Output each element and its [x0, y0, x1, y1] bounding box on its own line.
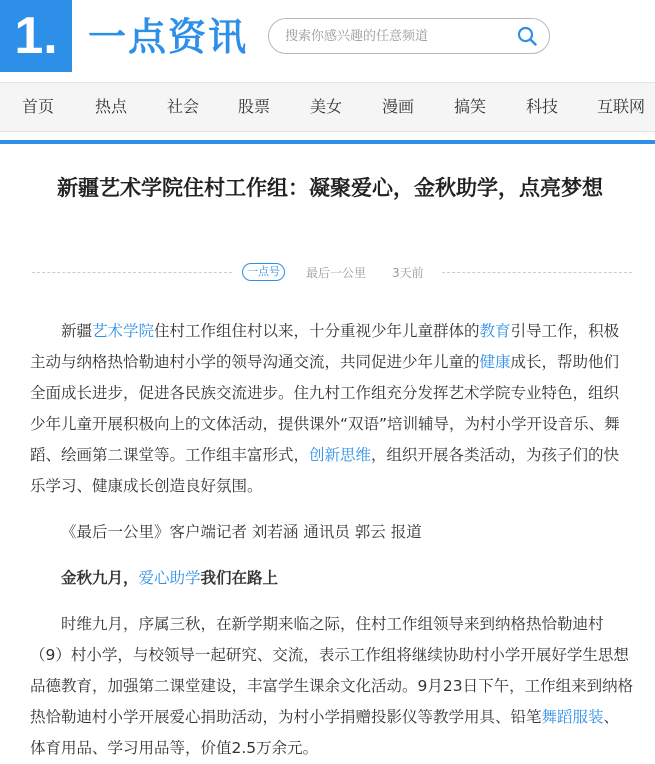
nav-item-home[interactable]: 首页	[22, 97, 55, 116]
subheading-text: 金秋九月，	[61, 569, 139, 587]
article-title: 新疆艺术学院住村工作组：凝聚爱心，金秋助学，点亮梦想	[57, 176, 603, 200]
nav-item-stocks[interactable]: 股票	[238, 97, 271, 116]
keyword-link-dance-costume[interactable]: 舞蹈服装	[541, 708, 604, 726]
nav-item-internet[interactable]: 互联网	[597, 97, 646, 116]
logo-mark[interactable]: 1.	[0, 0, 72, 72]
article-time: 3天前	[392, 266, 424, 280]
article-meta	[32, 262, 632, 282]
paragraph-text: 新疆	[61, 322, 93, 340]
source-tag-badge[interactable]: 一点号	[242, 263, 285, 281]
paragraph-1	[30, 316, 634, 502]
keyword-link-innovation[interactable]: 创新思维	[309, 446, 372, 464]
header-divider	[0, 140, 655, 144]
paragraph-4	[30, 609, 634, 764]
meta-divider-left	[32, 272, 232, 273]
search-input[interactable]	[285, 26, 505, 46]
meta-divider-right	[442, 272, 632, 273]
nav-item-beauty[interactable]: 美女	[310, 97, 343, 116]
search-box[interactable]	[268, 18, 550, 54]
paragraph-text: ，组织开展各类活动，为孩子们的快乐学习、健康成长创造良好氛围。	[30, 446, 620, 495]
nav-item-funny[interactable]: 搞笑	[454, 97, 487, 116]
paragraph-text: 、体育用品、学习用品等，价值2.5万余元。	[30, 708, 620, 757]
nav-item-hot[interactable]: 热点	[95, 97, 128, 116]
paragraph-text: 时维九月，序属三秋，在新学期来临之际，住村工作组领导来到纳格热恰勒迪村（9）村小学，与校领导一起研究、交流，表示工作组将继续协助村小学开展好学生思想品德教育，加强第二课堂建设，丰富学生课余文化活动。9月23日下午，工作组来到纳格热恰勒迪村小学开展爱心捐助活动，为村小学捐赠投影仪等教学用具、铅笔	[30, 615, 634, 726]
article-body	[30, 316, 634, 764]
nav-item-society[interactable]: 社会	[167, 97, 200, 116]
keyword-link-education[interactable]: 教育	[479, 322, 511, 340]
nav-item-comics[interactable]: 漫画	[382, 97, 415, 116]
keyword-link-charity[interactable]: 爱心助学	[138, 569, 201, 587]
article-source[interactable]: 最后一公里	[306, 266, 367, 280]
search-icon[interactable]	[517, 26, 537, 46]
paragraph-text: 住村工作组住村以来，十分重视少年儿童群体的	[154, 322, 480, 340]
keyword-link-health[interactable]: 健康	[479, 353, 511, 371]
keyword-link-art-academy[interactable]: 艺术学院	[92, 322, 155, 340]
paragraph-3-subheading	[30, 563, 634, 594]
paragraph-2: 《最后一公里》客户端记者 刘若涵 通讯员 郭云 报道	[61, 523, 422, 541]
paragraph-text: 引导工作，积极主动与纳格热恰勒迪村小学的领导沟通交流，共同促进少年儿童的	[30, 322, 620, 371]
paragraph-text: 成长，帮助他们全面成长进步，促进各民族交流进步。住九村工作组充分发挥艺术学院专业特色，组织少年儿童开展积极向上的文体活动，提供课外“双语”培训辅导，为村小学开设音乐、舞蹈、绘画第二课堂等。工作组丰富形式，	[30, 353, 620, 464]
header	[0, 0, 655, 82]
logo-text[interactable]: 一点资讯	[88, 15, 249, 59]
nav-item-tech[interactable]: 科技	[526, 97, 559, 116]
subheading-text: 我们在路上	[200, 569, 279, 587]
channel-nav	[0, 82, 655, 132]
